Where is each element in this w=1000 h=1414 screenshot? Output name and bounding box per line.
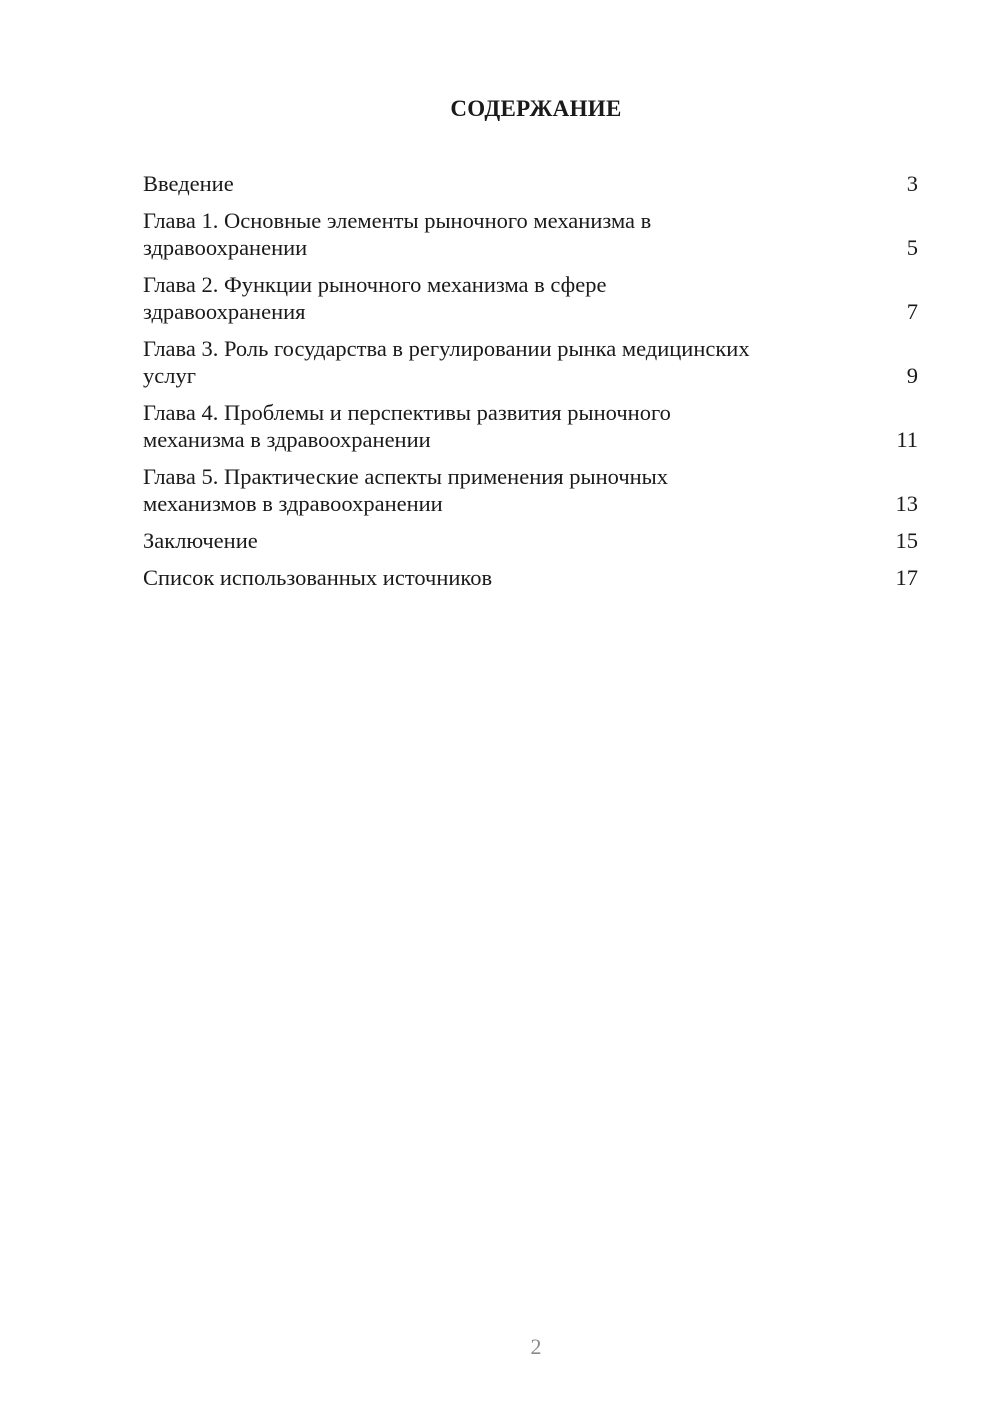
toc-entry-page: 11: [896, 427, 918, 452]
toc-entry-label: Заключение: [143, 528, 258, 553]
toc-entry-page: 13: [895, 491, 918, 516]
toc-entry-page: 7: [906, 299, 918, 324]
page-title: СОДЕРЖАНИЕ: [450, 96, 622, 121]
toc-entry-label: Глава 3. Роль государства в регулировании рынка медицинских услуг: [143, 336, 750, 388]
toc-entry-introduction[interactable]: [143, 170, 918, 197]
toc-entry-conclusion[interactable]: [143, 527, 918, 554]
toc-entry-label: Введение: [143, 171, 234, 196]
toc-entry-label: Глава 1. Основные элементы рыночного механизма в здравоохранении: [143, 208, 652, 260]
toc-entry-page: 3: [906, 171, 918, 196]
toc-entry-page: 15: [895, 528, 918, 553]
toc-entry-page: 17: [895, 565, 918, 590]
toc-entry-page: 5: [906, 235, 918, 260]
toc-entry-chapter-2[interactable]: [143, 271, 918, 325]
toc-entry-label: Глава 5. Практические аспекты применения рыночных механизмов в здравоохранении: [143, 464, 669, 516]
toc-entry-chapter-5[interactable]: [143, 463, 918, 517]
table-of-contents: [143, 170, 918, 601]
toc-entry-label: Глава 4. Проблемы и перспективы развития рыночного механизма в здравоохранении: [143, 400, 671, 452]
toc-entry-chapter-4[interactable]: [143, 399, 918, 453]
toc-entry-label: Список использованных источников: [143, 565, 493, 590]
toc-entry-label: Глава 2. Функции рыночного механизма в сфере здравоохранения: [143, 272, 607, 324]
toc-entry-chapter-3[interactable]: [143, 335, 918, 389]
toc-entry-references[interactable]: [143, 564, 918, 591]
toc-entry-page: 9: [906, 363, 918, 388]
page-number: 2: [530, 1334, 542, 1359]
toc-entry-chapter-1[interactable]: [143, 207, 918, 261]
